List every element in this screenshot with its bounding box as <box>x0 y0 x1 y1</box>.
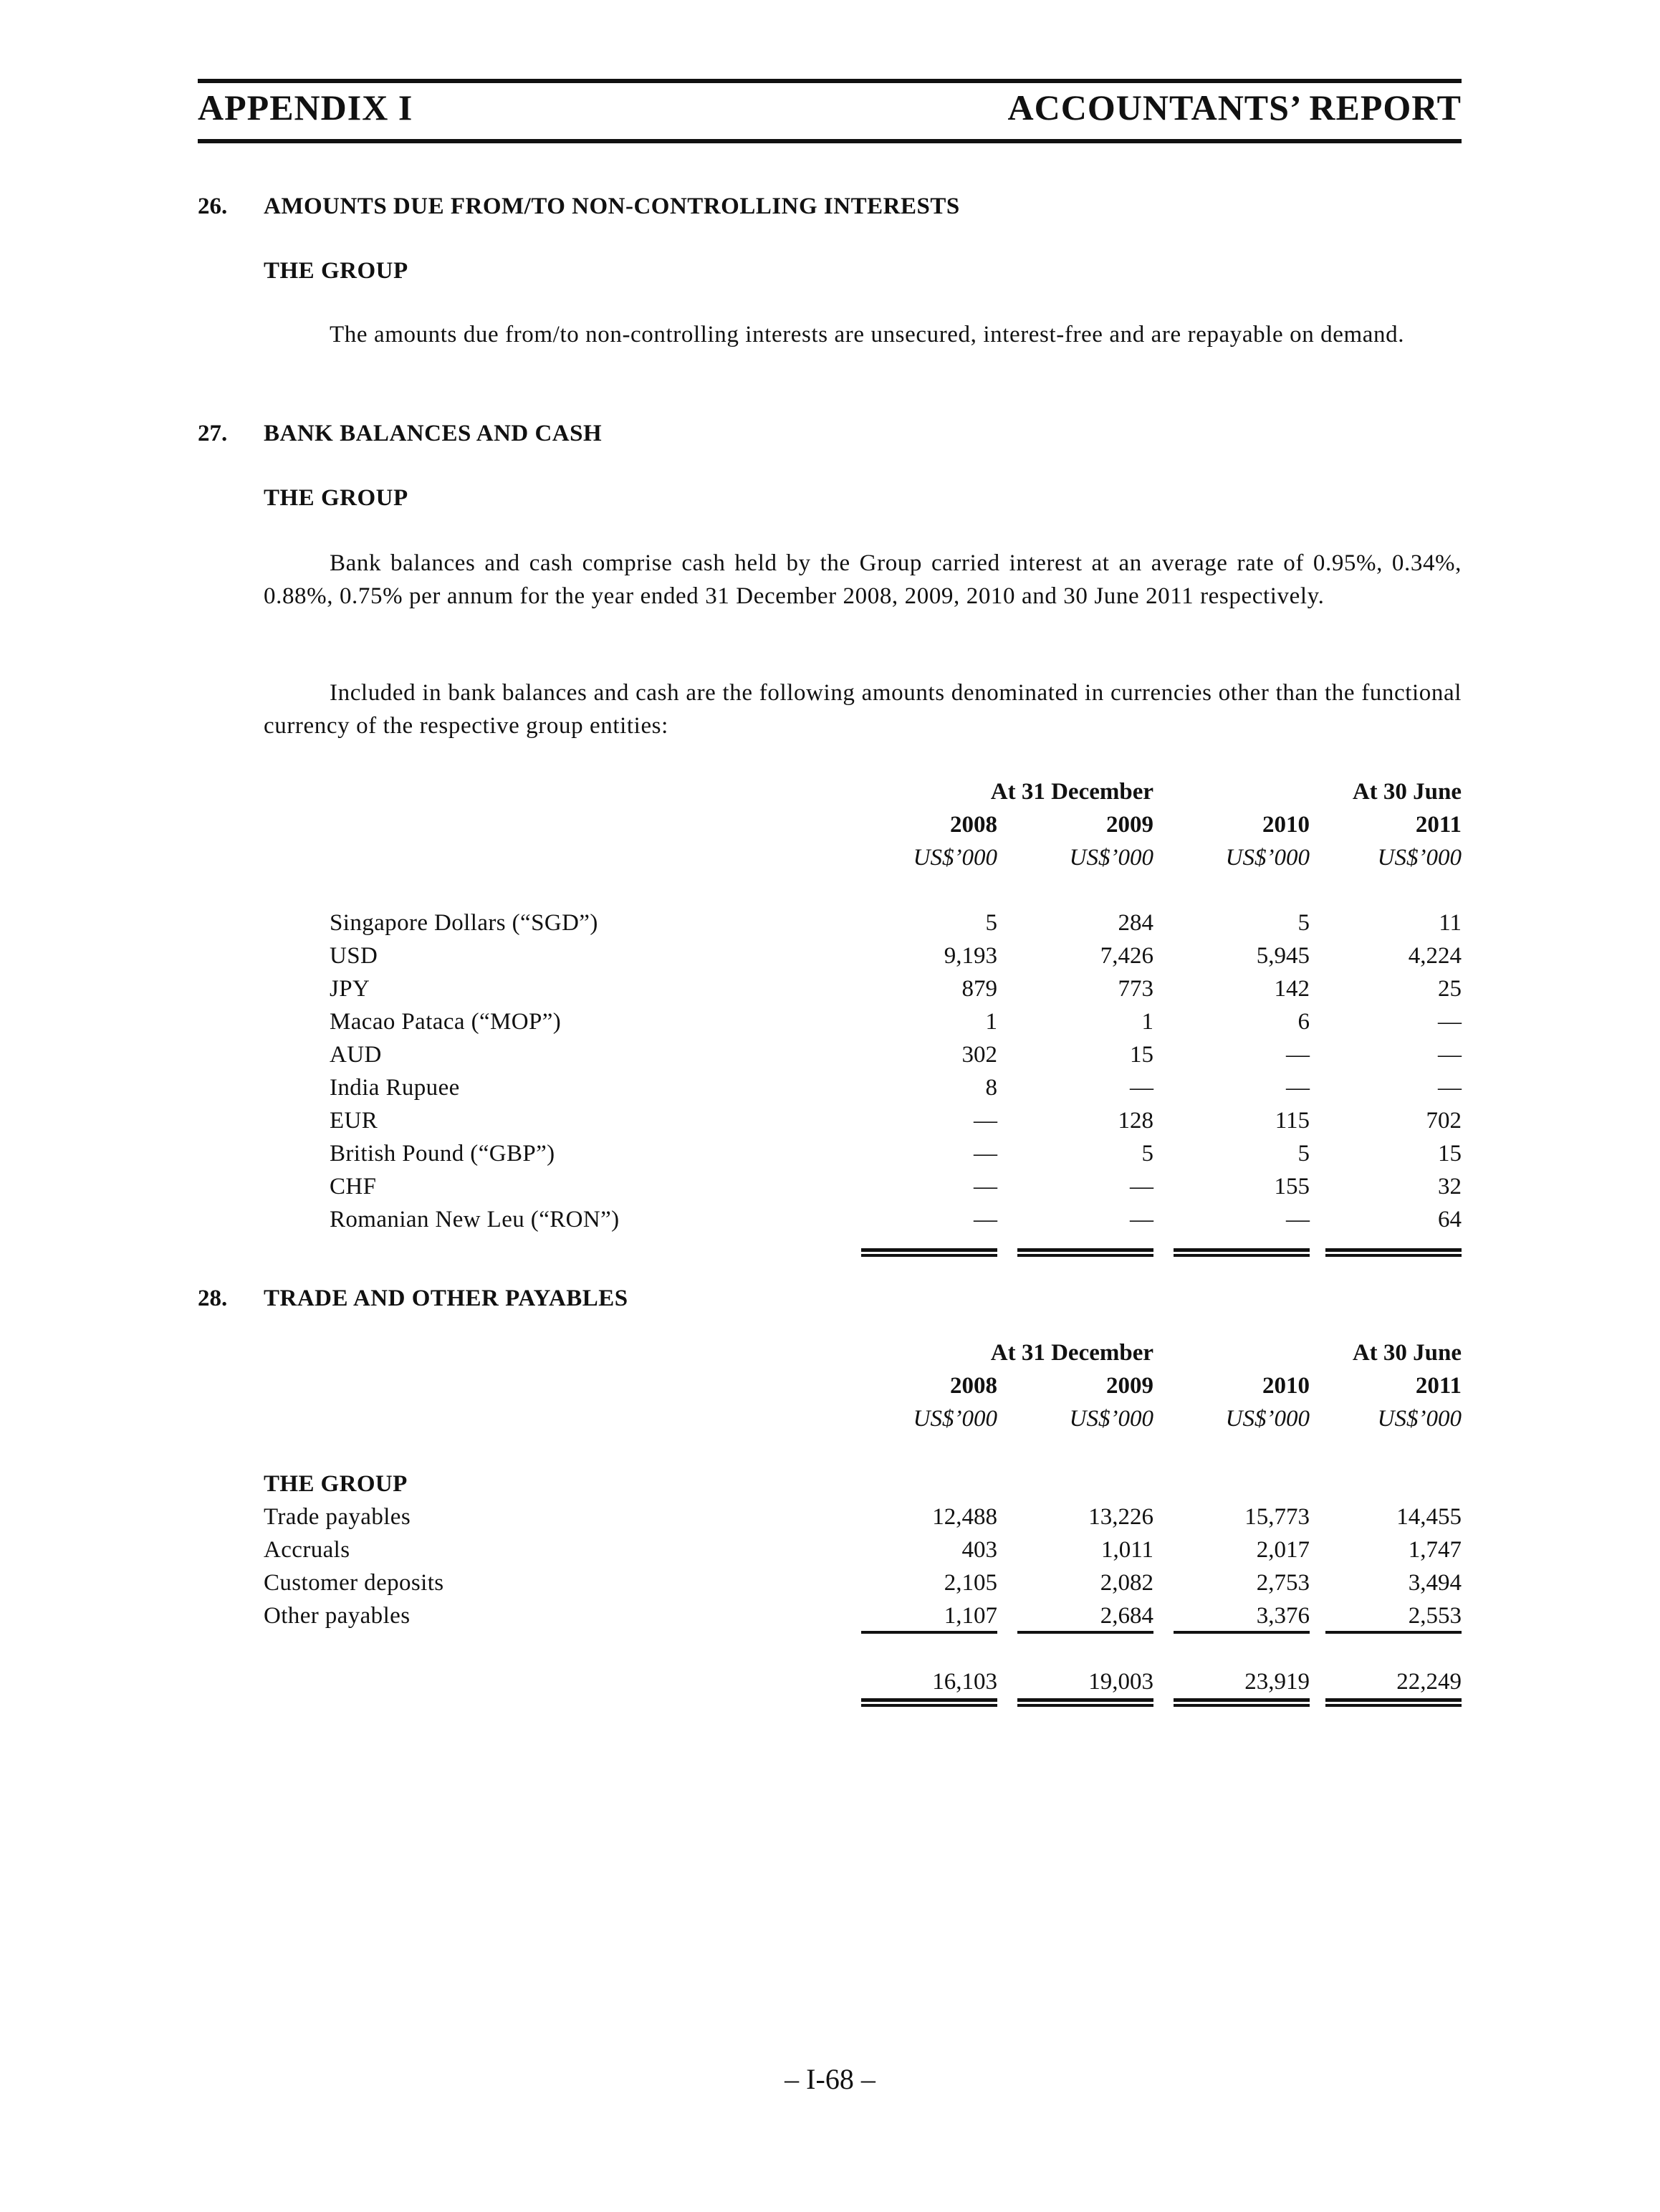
subtotal-underline <box>1017 1631 1153 1634</box>
section-26-number: 26. <box>198 193 228 219</box>
cell-value: 142 <box>1274 976 1310 1002</box>
header-report-title: ACCOUNTANTS’ REPORT <box>1007 87 1462 128</box>
cell-value: — <box>974 1207 997 1232</box>
cell-value: 9,193 <box>944 943 997 969</box>
table-27-group-header-jun: At 30 June <box>1352 779 1462 805</box>
cell-value: 2,017 <box>1256 1537 1310 1563</box>
row-label: Romanian New Leu (“RON”) <box>330 1207 620 1232</box>
cell-value: 1 <box>985 1009 997 1035</box>
cell-value: 7,426 <box>1100 943 1153 969</box>
double-underline <box>1017 1698 1153 1707</box>
cell-value: 2,082 <box>1100 1570 1153 1596</box>
year-header: 2008 <box>950 1373 997 1399</box>
table-row <box>0 1106 1660 1139</box>
cell-value: 302 <box>961 1042 997 1068</box>
cell-value: 11 <box>1439 910 1462 936</box>
section-27-paragraph-2-text: Included in bank balances and cash are the following amounts denominated in currencies other than the functional currency of the respective group entities: <box>264 680 1462 739</box>
cell-value: 25 <box>1438 976 1462 1002</box>
unit-header: US$’000 <box>1225 1406 1310 1432</box>
unit-header: US$’000 <box>1377 1406 1462 1432</box>
year-header: 2011 <box>1415 1373 1462 1399</box>
table-28-group-header-dec: At 31 December <box>990 1340 1153 1366</box>
cell-value: — <box>1438 1075 1462 1101</box>
cell-value: 702 <box>1426 1108 1462 1134</box>
group-label: THE GROUP <box>264 1471 408 1497</box>
cell-value: 403 <box>961 1537 997 1563</box>
cell-value: 1 <box>1141 1009 1153 1035</box>
table-row <box>0 1007 1660 1040</box>
cell-value: 2,553 <box>1408 1603 1462 1629</box>
row-label: Macao Pataca (“MOP”) <box>330 1009 562 1035</box>
subtotal-underline <box>1325 1631 1462 1634</box>
cell-value: 879 <box>961 976 997 1002</box>
double-underline <box>1174 1248 1310 1257</box>
cell-value: 5 <box>985 910 997 936</box>
cell-value: — <box>1130 1207 1153 1232</box>
double-underline <box>861 1248 997 1257</box>
double-underline <box>1325 1248 1462 1257</box>
cell-value: 3,376 <box>1256 1603 1310 1629</box>
cell-value: — <box>1286 1075 1310 1101</box>
row-label: USD <box>330 943 378 969</box>
section-27-paragraph-1 <box>264 547 1462 613</box>
section-27-subtitle: THE GROUP <box>264 485 408 511</box>
cell-value: 284 <box>1118 910 1153 936</box>
cell-value: 1,107 <box>944 1603 997 1629</box>
cell-value: 5 <box>1141 1141 1153 1167</box>
cell-value: — <box>1438 1042 1462 1068</box>
table-row <box>0 1205 1660 1238</box>
section-27-paragraph-1-text: Bank balances and cash comprise cash held by the Group carried interest at an average rate of 0.95%, 0.34%, 0.88%, 0.75% per annum for the year ended 31 December 2008, 2009, 2010 and 30 June 2011 respectively. <box>264 550 1462 609</box>
year-header: 2009 <box>1106 1373 1153 1399</box>
cell-value: 3,494 <box>1408 1570 1462 1596</box>
double-underline <box>1325 1698 1462 1707</box>
table-row <box>0 1503 1660 1536</box>
section-27-title: BANK BALANCES AND CASH <box>264 421 603 446</box>
cell-value: 115 <box>1275 1108 1310 1134</box>
unit-header: US$’000 <box>1069 1406 1153 1432</box>
cell-value: 5 <box>1297 910 1310 936</box>
cell-value: — <box>1286 1042 1310 1068</box>
total-value: 22,249 <box>1396 1669 1462 1695</box>
unit-header: US$’000 <box>913 845 997 871</box>
row-label: India Rupuee <box>330 1075 460 1101</box>
row-label: CHF <box>330 1174 377 1200</box>
cell-value: — <box>974 1108 997 1134</box>
section-26-paragraph <box>264 319 1462 352</box>
row-label: JPY <box>330 976 370 1002</box>
row-label: EUR <box>330 1108 378 1134</box>
row-label: British Pound (“GBP”) <box>330 1141 555 1167</box>
unit-header: US$’000 <box>1377 845 1462 871</box>
year-header: 2010 <box>1262 812 1310 838</box>
total-value: 19,003 <box>1088 1669 1153 1695</box>
header-top-rule <box>198 79 1462 83</box>
double-underline <box>1174 1698 1310 1707</box>
section-28-title: TRADE AND OTHER PAYABLES <box>264 1285 628 1311</box>
year-header: 2011 <box>1415 812 1462 838</box>
year-header: 2009 <box>1106 812 1153 838</box>
double-underline <box>1017 1248 1153 1257</box>
table-row <box>0 1536 1660 1569</box>
table-row <box>0 1040 1660 1073</box>
table-28-group-header-jun: At 30 June <box>1352 1340 1462 1366</box>
cell-value: 5 <box>1297 1141 1310 1167</box>
cell-value: 32 <box>1438 1174 1462 1200</box>
row-label: Trade payables <box>264 1504 411 1530</box>
cell-value: 15 <box>1130 1042 1153 1068</box>
cell-value: — <box>1130 1174 1153 1200</box>
cell-value: 14,455 <box>1396 1504 1462 1530</box>
table-27-group-header-dec: At 31 December <box>990 779 1153 805</box>
row-label: Other payables <box>264 1603 411 1629</box>
row-label: Accruals <box>264 1537 350 1563</box>
cell-value: 1,747 <box>1408 1537 1462 1563</box>
section-26-paragraph-text: The amounts due from/to non-controlling interests are unsecured, interest-free and are repayable on demand. <box>330 322 1405 348</box>
table-row <box>0 1073 1660 1106</box>
section-28-number: 28. <box>198 1285 228 1311</box>
total-value: 16,103 <box>932 1669 997 1695</box>
double-underline <box>861 1698 997 1707</box>
cell-value: 8 <box>985 1075 997 1101</box>
subtotal-underline <box>1174 1631 1310 1634</box>
year-header: 2008 <box>950 812 997 838</box>
cell-value: 15,773 <box>1244 1504 1310 1530</box>
row-label: Customer deposits <box>264 1570 444 1596</box>
cell-value: 2,753 <box>1256 1570 1310 1596</box>
header-appendix-label: APPENDIX I <box>198 87 413 128</box>
table-row <box>0 1601 1660 1634</box>
table-row <box>0 942 1660 975</box>
cell-value: 5,945 <box>1256 943 1310 969</box>
row-label: Singapore Dollars (“SGD”) <box>330 910 598 936</box>
cell-value: 128 <box>1118 1108 1153 1134</box>
cell-value: 13,226 <box>1088 1504 1153 1530</box>
table-27-year-row <box>0 810 1660 843</box>
section-26-title: AMOUNTS DUE FROM/TO NON-CONTROLLING INTERESTS <box>264 193 960 219</box>
table-27-unit-row <box>0 843 1660 876</box>
table-row <box>0 909 1660 942</box>
cell-value: 773 <box>1118 976 1153 1002</box>
subtotal-underline <box>861 1631 997 1634</box>
cell-value: 6 <box>1297 1009 1310 1035</box>
cell-value: 12,488 <box>932 1504 997 1530</box>
cell-value: 155 <box>1274 1174 1310 1200</box>
table-28-unit-row <box>0 1404 1660 1437</box>
cell-value: 64 <box>1438 1207 1462 1232</box>
cell-value: — <box>1286 1207 1310 1232</box>
table-row <box>0 1139 1660 1172</box>
cell-value: — <box>1438 1009 1462 1035</box>
cell-value: 15 <box>1438 1141 1462 1167</box>
cell-value: 4,224 <box>1408 943 1462 969</box>
table-28-year-row <box>0 1371 1660 1404</box>
section-26-subtitle: THE GROUP <box>264 258 408 284</box>
cell-value: 1,011 <box>1100 1537 1153 1563</box>
section-27-paragraph-2 <box>264 677 1462 742</box>
header-bottom-rule <box>198 139 1462 143</box>
table-row <box>0 1569 1660 1601</box>
cell-value: 2,684 <box>1100 1603 1153 1629</box>
cell-value: — <box>1130 1075 1153 1101</box>
unit-header: US$’000 <box>1069 845 1153 871</box>
table-row <box>0 975 1660 1007</box>
year-header: 2010 <box>1262 1373 1310 1399</box>
cell-value: — <box>974 1141 997 1167</box>
unit-header: US$’000 <box>1225 845 1310 871</box>
row-label: AUD <box>330 1042 382 1068</box>
table-row <box>0 1172 1660 1205</box>
table-28-group-label-row <box>0 1470 1660 1503</box>
cell-value: — <box>974 1174 997 1200</box>
table-total-row <box>0 1667 1660 1700</box>
cell-value: 2,105 <box>944 1570 997 1596</box>
page-number: – I-68 – <box>785 2063 875 2095</box>
section-27-number: 27. <box>198 421 228 446</box>
total-value: 23,919 <box>1244 1669 1310 1695</box>
unit-header: US$’000 <box>913 1406 997 1432</box>
